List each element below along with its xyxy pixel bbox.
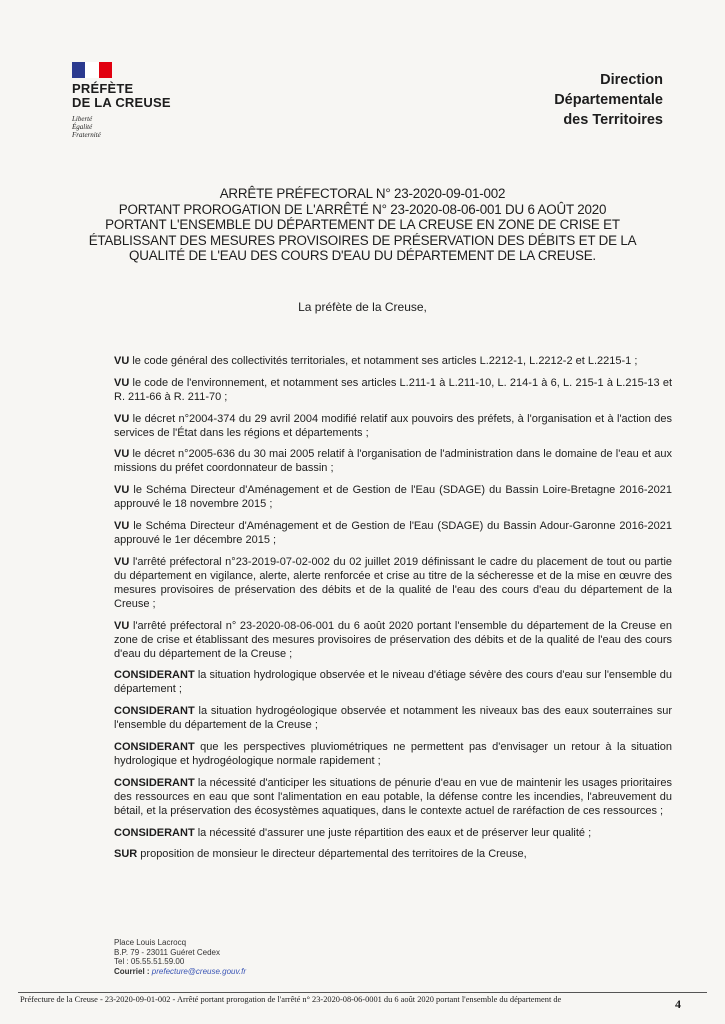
direction-line-3: des Territoires: [563, 112, 663, 128]
page-number: 4: [675, 997, 681, 1011]
paragraph-text: la situation hydrologique observée et le niveau d'étiage sévère des cours d'eau sur l'ensemble du département ;: [114, 669, 672, 696]
republic-motto: [72, 115, 192, 139]
paragraph-lead: CONSIDERANT: [114, 705, 195, 718]
paragraph: [114, 519, 672, 547]
paragraph: [114, 376, 672, 404]
postal-address: [114, 938, 246, 976]
title-line-4: ÉTABLISSANT DES MESURES PROVISOIRES DE PRÉSERVATION DES DÉBITS ET DE LA: [88, 232, 637, 248]
paragraph: [114, 483, 672, 511]
address-line-1: Place Louis Lacrocq: [114, 938, 187, 947]
paragraph-lead: CONSIDERANT: [114, 669, 195, 682]
address-line-2: B.P. 79 - 23011 Guéret Cedex: [114, 947, 220, 957]
footer-text: Préfecture de la Creuse - 23-2020-09-01-002 - Arrêté portant prorogation de l'arrêté n° 23-2020-08-06-0001 du 6 août 2020 portant l'ensemble du département de: [20, 995, 562, 1004]
paragraph-text: le code général des collectivités territoriales, et notamment ses articles L.2212-1, L.2212-2 et L.2215-1 ;: [129, 355, 638, 367]
paragraph-text: proposition de monsieur le directeur départemental des territoires de la Creuse,: [137, 848, 527, 861]
paragraph: [114, 555, 672, 611]
paragraph-text: le Schéma Directeur d'Aménagement et de Gestion de l'Eau (SDAGE) du Bassin Adour-Garonne 2016-2021 approuvé le 1er décembre 2015 ;: [114, 519, 672, 546]
paragraph: [114, 847, 672, 861]
paragraph-lead: VU: [114, 412, 130, 425]
motto-fraternite: Fraternité: [72, 131, 101, 139]
title-line-1: ARRÊTE PRÉFECTORAL N° 23-2020-09-01-002: [219, 186, 506, 201]
address-phone: Tel : 05.55.51.59.00: [114, 957, 185, 966]
paragraph-lead: VU: [114, 619, 130, 632]
paragraph-lead: VU: [114, 484, 130, 497]
paragraph: [114, 447, 672, 475]
paragraph-text: la nécessité d'anticiper les situations de pénurie d'eau en vue de maintenir les usages prioritaires des ressources en eau que sont l'alimentation en eau potable, la défense contre les incendies, l'abreuvement du bétail, et la préservation des écosystèmes aquatiques, dans le contexte actuel de raréfaction de ces ressources ;: [114, 776, 672, 817]
direction-line-2: Départementale: [554, 92, 663, 108]
paragraph-lead: CONSIDERANT: [114, 740, 195, 753]
decree-body: [114, 354, 672, 869]
paragraph: [114, 740, 672, 768]
paragraph-text: la situation hydrogéologique observée et notamment les niveaux bas des eaux souterraines sur l'ensemble du département de la Creuse ;: [114, 705, 672, 732]
motto-liberte: Liberté: [72, 115, 93, 123]
paragraph-text: l'arrêté préfectoral n°23-2019-07-02-002 du 02 juillet 2019 définissant le cadre du placement de tout ou partie du département en vigilance, alerte, alerte renforcée et crise au titre de la sécheresse et de la mise en œuvre des mesures provisoires de préservation des débits et de la qualité de l'eau des cours d'eau du département de la Creuse ;: [114, 555, 672, 610]
paragraph-lead: CONSIDERANT: [114, 826, 195, 839]
paragraph: [114, 776, 672, 818]
intro-line: La préfète de la Creuse,: [298, 300, 427, 314]
paragraph: [114, 668, 672, 696]
paragraph-text: le décret n°2004-374 du 29 avril 2004 modifié relatif aux pouvoirs des préfets, à l'organisation et à l'action des services de l'État dans les régions et départements ;: [114, 412, 672, 439]
paragraph: [114, 619, 672, 661]
footer-divider: [18, 992, 707, 993]
paragraph: [114, 412, 672, 440]
address-email-row: [114, 967, 246, 977]
paragraph-lead: VU: [114, 448, 130, 461]
decree-title: [50, 186, 675, 264]
paragraph: [114, 704, 672, 732]
motto-egalite: Égalité: [72, 123, 93, 131]
direction-heading: [554, 70, 663, 130]
paragraph-lead: VU: [114, 555, 130, 568]
paragraph-text: la nécessité d'assurer une juste répartition des eaux et de préserver leur qualité ;: [194, 826, 592, 839]
title-line-2: PORTANT PROROGATION DE L'ARRÊTÉ N° 23-2020-08-06-001 DU 6 AOÛT 2020: [118, 201, 607, 217]
prefecture-logo: [72, 62, 192, 139]
paragraph: [114, 826, 672, 840]
paragraph-lead: VU: [114, 355, 130, 367]
email-label: Courriel :: [114, 966, 152, 976]
logo-line-2: DE LA CREUSE: [72, 95, 171, 110]
paragraph: [114, 354, 672, 368]
email-link[interactable]: prefecture@creuse.gouv.fr: [151, 966, 247, 976]
paragraph-text: que les perspectives pluviométriques ne permettent pas d'envisager un retour à la situation hydrologique et hydrogéologique normale rapidement ;: [114, 740, 672, 767]
paragraph-text: le Schéma Directeur d'Aménagement et de Gestion de l'Eau (SDAGE) du Bassin Loire-Bretagne 2016-2021 approuvé le 18 novembre 2015 ;: [114, 484, 672, 511]
paragraph-text: le code de l'environnement, et notamment ses articles L.211-1 à L.211-10, L. 214-1 à 6, L. 215-1 à L.215-13 et R. 211-66 à R. 211-70 ;: [114, 376, 672, 403]
paragraph-lead: VU: [114, 519, 130, 532]
direction-line-1: Direction: [600, 72, 663, 88]
paragraph-lead: CONSIDERANT: [114, 776, 195, 789]
title-line-3: PORTANT L'ENSEMBLE DU DÉPARTEMENT DE LA CREUSE EN ZONE DE CRISE ET: [105, 217, 620, 232]
paragraph-text: le décret n°2005-636 du 30 mai 2005 relatif à l'organisation de l'administration dans le domaine de l'eau et aux missions du préfet coordonnateur de bassin ;: [114, 448, 672, 475]
paragraph-text: l'arrêté préfectoral n° 23-2020-08-06-001 du 6 août 2020 portant l'ensemble du département de la Creuse en zone de crise et établissant des mesures provisoires de préservation des débits et de la qualité de l'eau des cours d'eau du département de la Creuse ;: [114, 619, 672, 660]
logo-line-1: PRÉFÈTE: [72, 81, 134, 96]
paragraph-lead: VU: [114, 376, 130, 389]
french-flag-icon: [72, 62, 112, 78]
title-line-5: QUALITÉ DE L'EAU DES COURS D'EAU DU DÉPARTEMENT DE LA CREUSE.: [129, 248, 596, 263]
paragraph-lead: SUR: [114, 848, 138, 861]
